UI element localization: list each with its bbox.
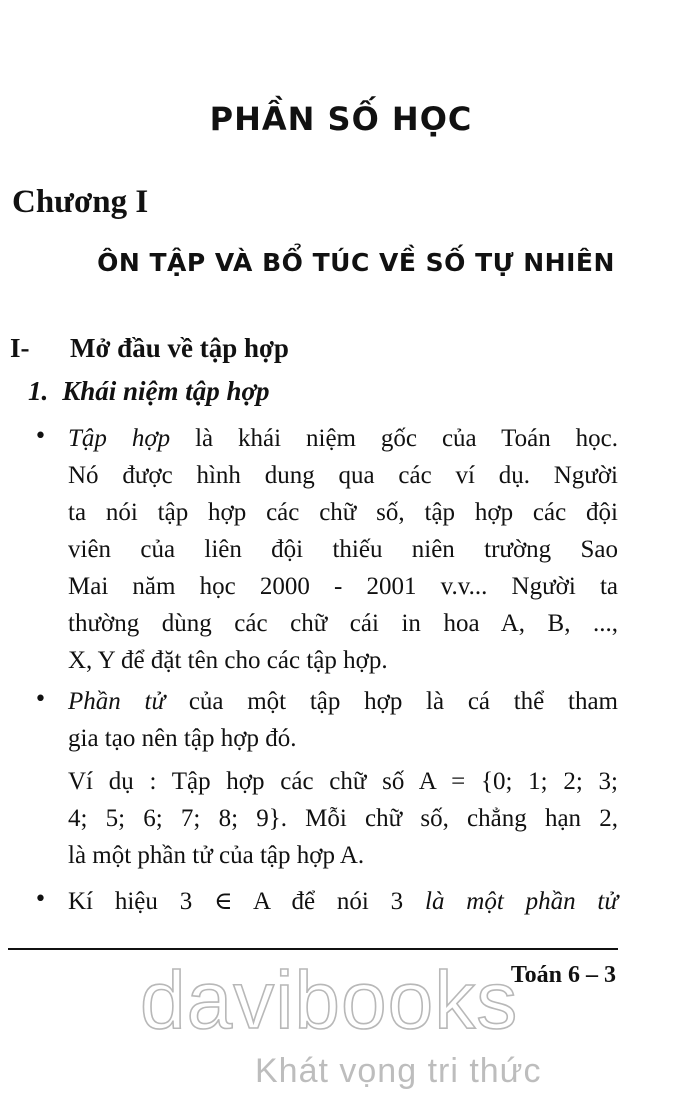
watermark-logo: davibooks [140,955,519,1046]
watermark-tagline: Khát vọng tri thức [255,1052,542,1090]
section-heading [10,333,289,364]
text-line: gia tạo nên tập hợp đó. [68,725,297,752]
footer-signature: Toán 6 – 3 [510,962,616,988]
text-line: viên của liên đội thiếu niên trường Sao [68,536,618,563]
text-line: ta nói tập hợp các chữ số, tập hợp các đội [68,499,618,526]
footer-rule [8,948,618,950]
bullet-icon: • [34,424,47,449]
chapter-heading: Chương I [12,184,149,220]
text-line: Tập hợp là khái niệm gốc của Toán học. [68,425,618,452]
text-line: Mai năm học 2000 - 2001 v.v... Người ta [68,573,618,600]
section-title: Mở đầu về tập hợp [70,333,289,363]
bullet-icon: • [34,887,47,912]
paragraph-ki-hieu [68,883,618,920]
part-title: PHẦN SỐ HỌC [209,100,473,138]
subsection-heading [28,376,270,407]
text-line: Nó được hình dung qua các ví dụ. Người [68,462,618,489]
italic-phrase: là một phần tử [425,888,619,915]
text-line: Kí hiệu 3 ∈ A để nói 3 là một phần tử [68,888,619,915]
paragraph-tap-hop [68,420,618,679]
section-number: I- [10,333,30,363]
term-phan-tu: Phần tử [68,688,166,715]
text-line: 4; 5; 6; 7; 8; 9}. Mỗi chữ số, chẳng hạn 2, [68,805,618,832]
text-line: thường dùng các chữ cái in hoa A, B, ..., [68,610,618,637]
example-paragraph [68,763,618,874]
subsection-title: Khái niệm tập hợp [62,376,270,406]
text-line: Phần tử của một tập hợp là cá thể tham [68,688,618,715]
text-line: Ví dụ : Tập hợp các chữ số A = {0; 1; 2; 3; [68,768,618,795]
subsection-number: 1. [28,376,49,406]
bullet-icon: • [34,687,47,712]
paragraph-phan-tu [68,683,618,757]
text-line: là một phần tử của tập hợp A. [68,842,365,869]
text-line: X, Y để đặt tên cho các tập hợp. [68,647,388,674]
chapter-title: ÔN TẬP VÀ BỔ TÚC VỀ SỐ TỰ NHIÊN [97,248,615,277]
term-tap-hop: Tập hợp [68,425,171,452]
